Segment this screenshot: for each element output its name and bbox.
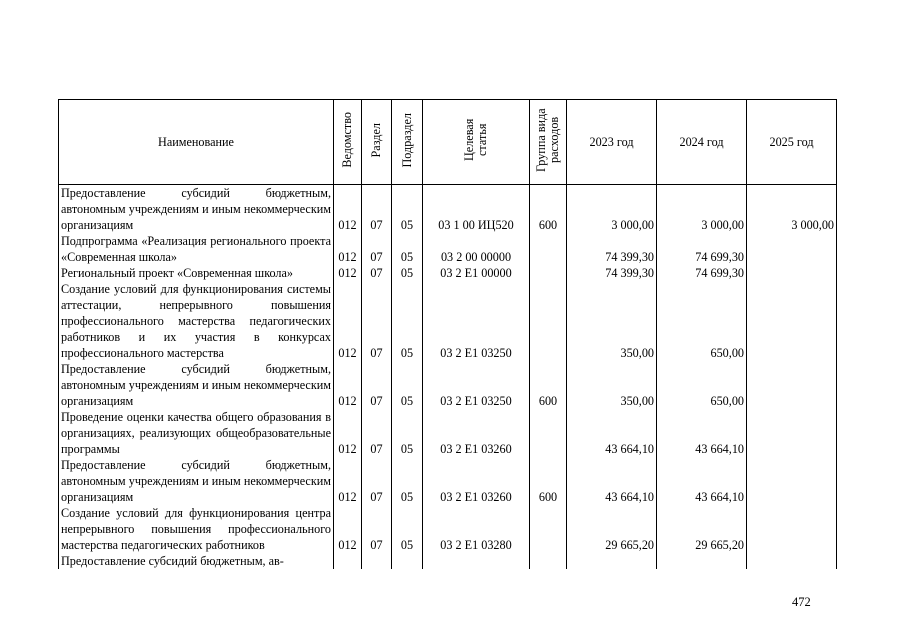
row-name: Предоставление субсидий бюджетным, автономным учреждениям и иным некоммерческим организациям xyxy=(59,457,334,505)
row-ministry: 012 xyxy=(334,233,362,265)
table-row xyxy=(59,185,837,234)
row-amount-2023: 74 399,30 xyxy=(567,265,657,281)
row-amount-2023 xyxy=(567,553,657,569)
row-amount-2025 xyxy=(747,553,837,569)
row-amount-2024: 3 000,00 xyxy=(657,185,747,234)
row-section: 07 xyxy=(362,265,392,281)
row-target-article: 03 2 E1 03260 xyxy=(423,457,530,505)
row-amount-2023: 350,00 xyxy=(567,281,657,361)
header-target-article-label: Целевая статья xyxy=(462,118,489,162)
row-section xyxy=(362,553,392,569)
row-target-article: 03 2 E1 03260 xyxy=(423,409,530,457)
table-row xyxy=(59,361,837,409)
header-ministry-label: Ведомство xyxy=(340,112,354,168)
row-section: 07 xyxy=(362,185,392,234)
row-ministry: 012 xyxy=(334,409,362,457)
row-subsection: 05 xyxy=(392,457,423,505)
row-amount-2023: 3 000,00 xyxy=(567,185,657,234)
row-name: Предоставление субсидий бюджетным, автономным учреждениям и иным некоммерческим организациям xyxy=(59,361,334,409)
header-section xyxy=(362,100,392,185)
table-row xyxy=(59,409,837,457)
row-ministry: 012 xyxy=(334,361,362,409)
row-target-article: 03 2 E1 03280 xyxy=(423,505,530,553)
row-expense-group xyxy=(530,409,567,457)
table-row xyxy=(59,553,837,569)
row-amount-2025 xyxy=(747,265,837,281)
header-subsection xyxy=(392,100,423,185)
row-expense-group: 600 xyxy=(530,457,567,505)
header-year-2023: 2023 год xyxy=(567,100,657,185)
header-target-article xyxy=(423,100,530,185)
row-amount-2025 xyxy=(747,361,837,409)
row-target-article: 03 2 E1 03250 xyxy=(423,281,530,361)
row-amount-2023: 350,00 xyxy=(567,361,657,409)
row-target-article: 03 2 E1 03250 xyxy=(423,361,530,409)
row-name: Региональный проект «Современная школа» xyxy=(59,265,334,281)
row-amount-2023: 74 399,30 xyxy=(567,233,657,265)
row-section: 07 xyxy=(362,409,392,457)
row-amount-2024: 43 664,10 xyxy=(657,457,747,505)
row-subsection: 05 xyxy=(392,505,423,553)
row-amount-2025 xyxy=(747,233,837,265)
table-row xyxy=(59,505,837,553)
row-name: Создание условий для функционирования центра непрерывного повышения профессионального мастерства педагогических работников xyxy=(59,505,334,553)
row-target-article: 03 2 E1 00000 xyxy=(423,265,530,281)
header-year-2024: 2024 год xyxy=(657,100,747,185)
row-ministry: 012 xyxy=(334,281,362,361)
row-name: Создание условий для функционирования системы аттестации, непрерывного повышения профессионального мастерства педагогических работников и их участия в конкурсах профессионального мастерства xyxy=(59,281,334,361)
row-amount-2025 xyxy=(747,281,837,361)
row-amount-2024: 74 699,30 xyxy=(657,265,747,281)
row-name: Проведение оценки качества общего образования в организациях, реализующих общеобразовательные программы xyxy=(59,409,334,457)
row-target-article: 03 2 00 00000 xyxy=(423,233,530,265)
row-section: 07 xyxy=(362,281,392,361)
row-amount-2024: 29 665,20 xyxy=(657,505,747,553)
row-section: 07 xyxy=(362,233,392,265)
row-section: 07 xyxy=(362,361,392,409)
row-amount-2025 xyxy=(747,505,837,553)
row-amount-2024: 650,00 xyxy=(657,281,747,361)
row-amount-2024: 74 699,30 xyxy=(657,233,747,265)
header-expense-group-label: Группа вида расходов xyxy=(534,108,561,172)
row-subsection: 05 xyxy=(392,361,423,409)
row-section: 07 xyxy=(362,457,392,505)
row-name: Предоставление субсидий бюджетным, ав- xyxy=(59,553,334,569)
row-amount-2024 xyxy=(657,553,747,569)
header-name: Наименование xyxy=(59,100,334,185)
row-amount-2023: 29 665,20 xyxy=(567,505,657,553)
page-number: 472 xyxy=(792,595,811,609)
row-amount-2025 xyxy=(747,457,837,505)
row-expense-group xyxy=(530,505,567,553)
row-expense-group: 600 xyxy=(530,361,567,409)
row-ministry: 012 xyxy=(334,457,362,505)
table-row xyxy=(59,233,837,265)
row-expense-group xyxy=(530,233,567,265)
row-amount-2024: 650,00 xyxy=(657,361,747,409)
row-target-article: 03 1 00 ИЦ520 xyxy=(423,185,530,234)
table-header-row xyxy=(59,100,837,185)
row-ministry: 012 xyxy=(334,185,362,234)
row-amount-2023: 43 664,10 xyxy=(567,457,657,505)
row-expense-group xyxy=(530,281,567,361)
row-amount-2025 xyxy=(747,409,837,457)
row-name: Подпрограмма «Реализация регионального проекта «Современная школа» xyxy=(59,233,334,265)
row-amount-2024: 43 664,10 xyxy=(657,409,747,457)
header-ministry xyxy=(334,100,362,185)
table-row xyxy=(59,457,837,505)
row-expense-group xyxy=(530,553,567,569)
row-name: Предоставление субсидий бюджетным, автономным учреждениям и иным некоммерческим организациям xyxy=(59,185,334,234)
row-subsection: 05 xyxy=(392,409,423,457)
row-target-article xyxy=(423,553,530,569)
table-row xyxy=(59,281,837,361)
table-row xyxy=(59,265,837,281)
row-subsection: 05 xyxy=(392,281,423,361)
row-expense-group xyxy=(530,265,567,281)
row-ministry: 012 xyxy=(334,505,362,553)
row-expense-group: 600 xyxy=(530,185,567,234)
header-section-label: Раздел xyxy=(369,122,383,158)
row-section: 07 xyxy=(362,505,392,553)
row-amount-2025: 3 000,00 xyxy=(747,185,837,234)
row-subsection: 05 xyxy=(392,233,423,265)
row-amount-2023: 43 664,10 xyxy=(567,409,657,457)
budget-table xyxy=(58,99,837,569)
header-subsection-label: Подраздел xyxy=(399,112,414,168)
row-subsection: 05 xyxy=(392,185,423,234)
row-ministry xyxy=(334,553,362,569)
row-subsection: 05 xyxy=(392,265,423,281)
header-expense-group xyxy=(530,100,567,185)
header-year-2025: 2025 год xyxy=(747,100,837,185)
row-subsection xyxy=(392,553,423,569)
row-ministry: 012 xyxy=(334,265,362,281)
